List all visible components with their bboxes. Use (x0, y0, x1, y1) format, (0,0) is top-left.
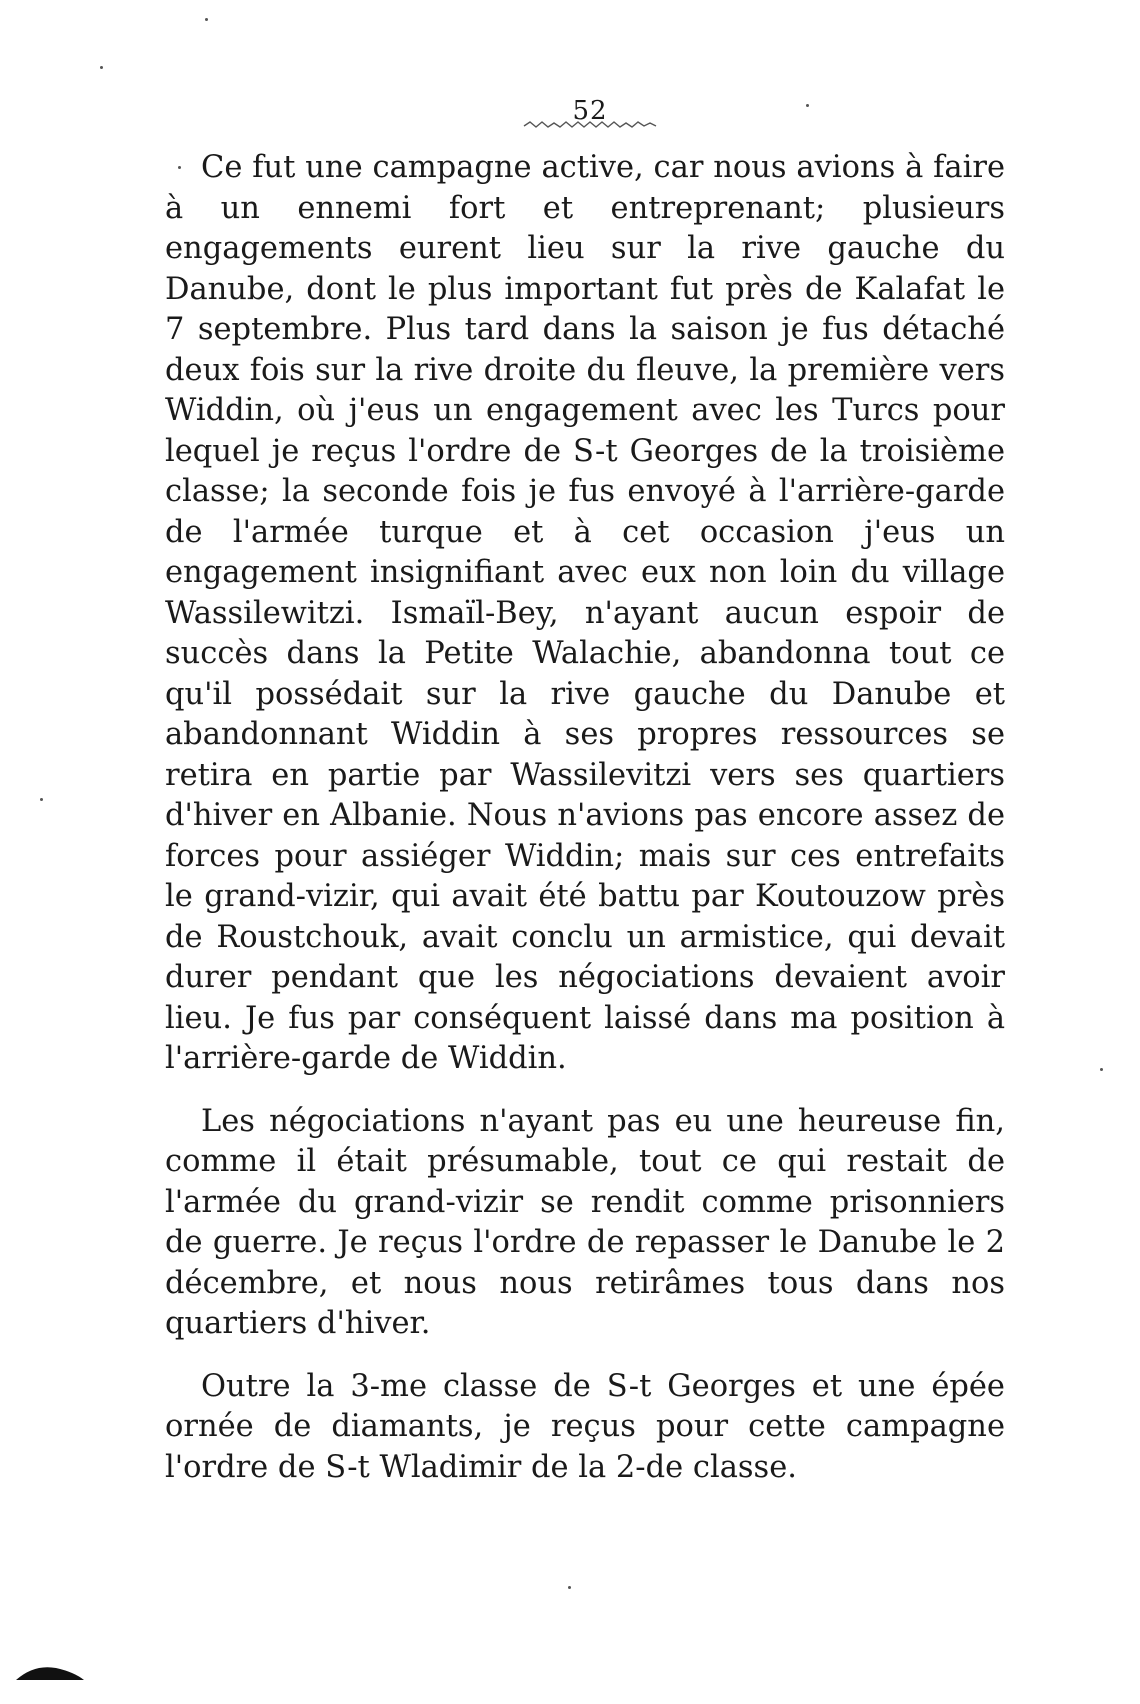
scan-speck (178, 166, 181, 169)
scan-speck (1100, 1068, 1103, 1071)
paragraph-3: Outre la 3-me classe de S-t Georges et une épée ornée de diamants, je reçus pour cette campagne l'ordre de S-t Wladimir de la 2-de classe. (165, 1368, 1005, 1485)
paragraph-2: Les négociations n'ayant pas eu une heureuse fin, comme il était présumable, tout ce qui restait de l'armée du grand-vizir se rendit comme prisonniers de guerre. Je reçus l'ordre de repasser le Danube le 2 décembre, et nous nous retirâmes tous dans nos quartiers d'hiver. (165, 1103, 1005, 1341)
paragraph-1: Ce fut une campagne active, car nous avions à faire à un ennemi fort et entreprenant; plusieurs engagements eurent lieu sur la rive gauche du Danube, dont le plus important fut près de Kalafat le 7 septembre. Plus tard dans la saison je fus détaché deux fois sur la rive droite du fleuve, la première vers Widdin, où j'eus un engagement avec les Turcs pour lequel je reçus l'ordre de S-t Georges de la troisième classe; la seconde fois je fus envoyé à l'arrière-garde de l'armée turque et à cet occasion j'eus un engagement insignifiant avec eux non loin du village Wassilewitzi. Ismaïl-Bey, n'ayant aucun espoir de succès dans la Petite Walachie, abandonna tout ce qu'il possédait sur la rive gauche du Danube et abandonnant Widdin à ses propres ressources se retira en partie par Wassilevitzi vers ses quartiers d'hiver en Albanie. Nous n'avions pas encore assez de forces pour assiéger Widdin; mais sur ces entrefaits le grand-vizir, qui avait été battu par Koutouzow près de Roustchouk, avait conclu un armistice, qui devait durer pendant que les négociations devaient avoir lieu. Je fus par conséquent laissé dans ma position à l'arrière-garde de Widdin. (165, 150, 1005, 1076)
scan-speck (40, 798, 43, 801)
scan-speck (568, 1586, 571, 1589)
page-number: 52 (572, 96, 608, 126)
scan-speck (806, 104, 809, 107)
scan-speck (205, 18, 208, 21)
body-text (165, 148, 1005, 1488)
scan-artifact-shape (14, 1662, 86, 1682)
page-number-ornament (522, 118, 658, 132)
scan-speck (100, 66, 103, 69)
